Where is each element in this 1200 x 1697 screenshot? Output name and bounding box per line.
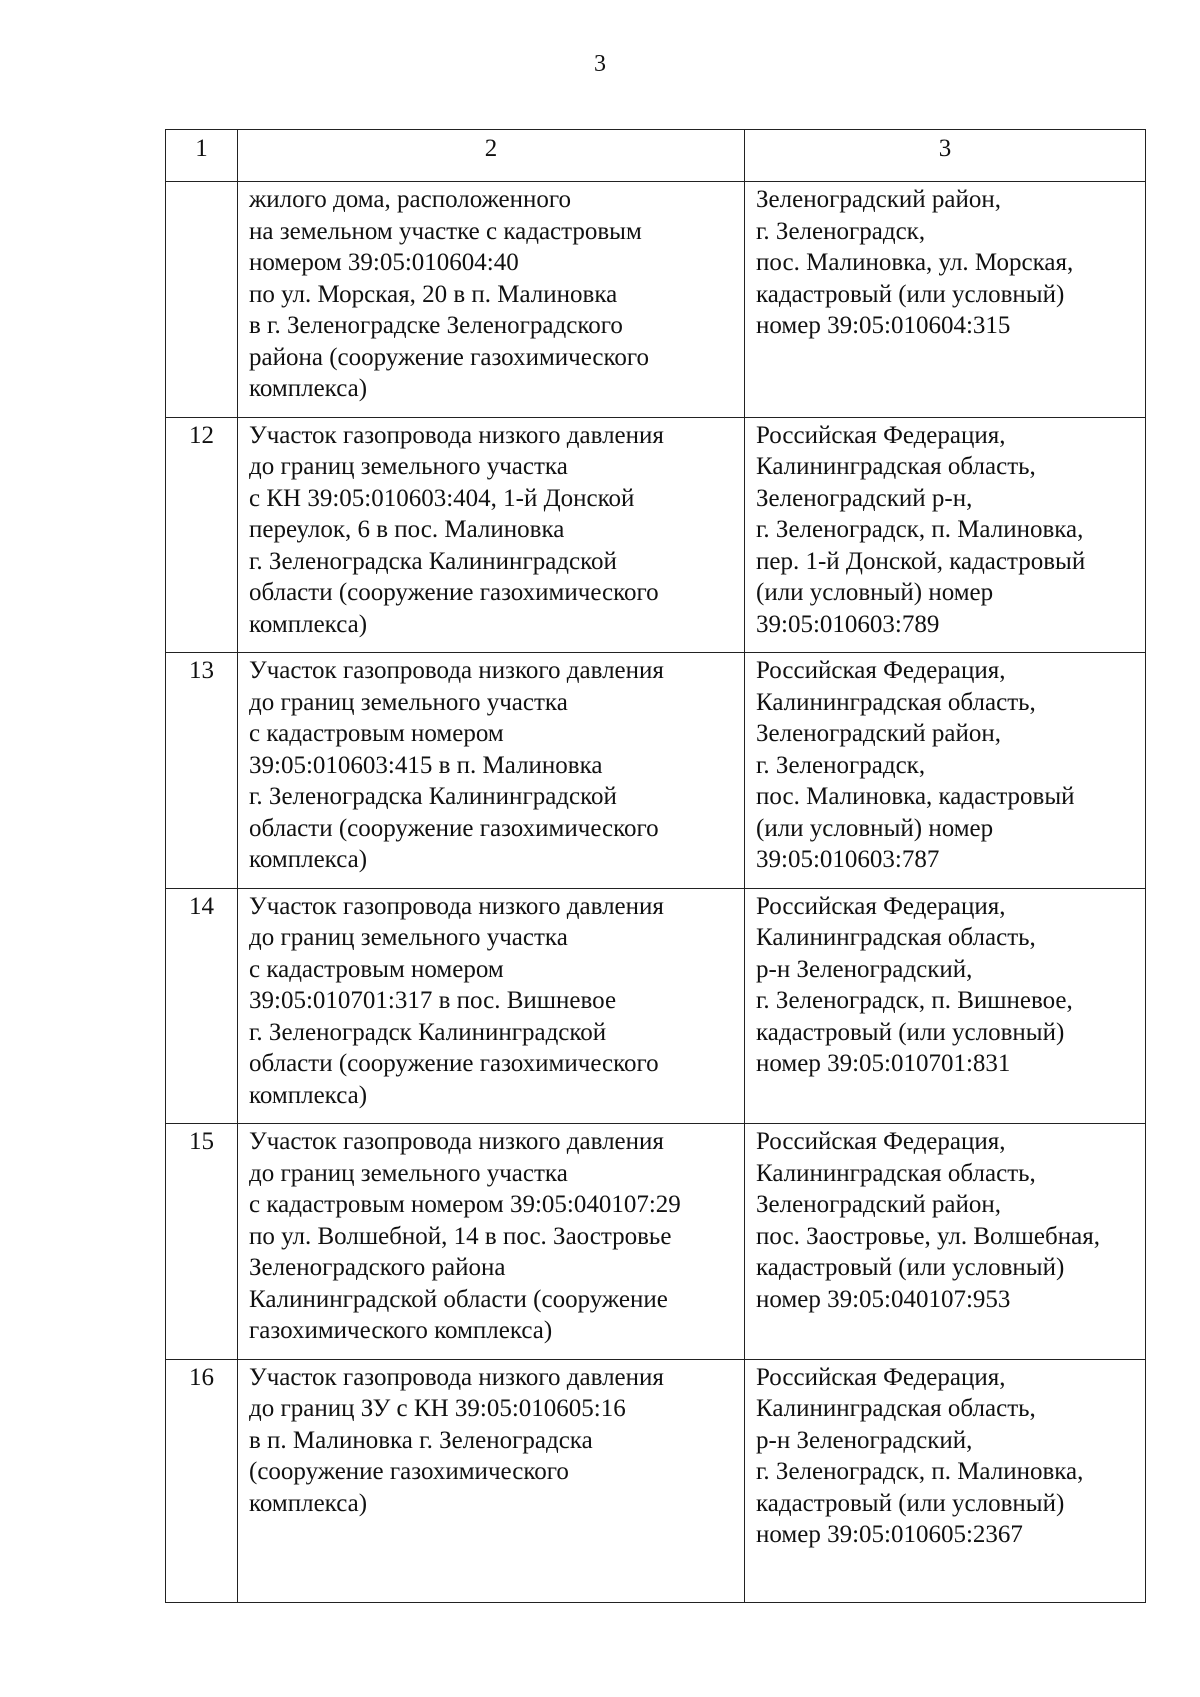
address-line: Калининградская область,	[756, 924, 1036, 951]
column-header-1: 1	[166, 130, 238, 182]
object-description-line: района (сооружение газохимического	[249, 343, 650, 371]
address-line: Зеленоградский район,	[756, 1191, 1001, 1218]
address-line: кадастровый (или условный)	[756, 280, 1065, 308]
row-number-cell	[166, 182, 238, 418]
address-cell	[745, 1124, 1146, 1360]
address-line: (или условный) номер	[756, 579, 994, 606]
object-description-cell	[238, 417, 745, 653]
object-description-line: по ул. Морская, 20 в п. Малиновка	[249, 280, 618, 308]
object-description-line: области (сооружение газохимического	[249, 579, 659, 606]
address-line: пер. 1-й Донской, кадастровый	[756, 547, 1086, 575]
header-row	[166, 130, 1146, 182]
object-description-line: г. Зеленоградска Калининградской	[249, 547, 617, 575]
address-line: номер 39:05:010701:831	[756, 1050, 1011, 1077]
object-description-line: Зеленоградского района	[249, 1254, 506, 1281]
object-description-cell	[238, 1124, 745, 1360]
table-header	[166, 130, 1146, 182]
address-line: номер 39:05:040107:953	[756, 1285, 1011, 1313]
address-line: г. Зеленоградск, п. Малиновка,	[756, 1458, 1084, 1485]
table-row	[166, 417, 1146, 653]
page-number: 3	[594, 51, 606, 77]
address-line: кадастровый (или условный)	[756, 1018, 1065, 1046]
object-description-line: с КН 39:05:010603:404, 1-й Донской	[249, 484, 635, 512]
address-line: номер 39:05:010605:2367	[756, 1521, 1023, 1548]
address-line: номер 39:05:010604:315	[756, 312, 1011, 339]
object-description-line: газохимического комплекса)	[249, 1317, 553, 1344]
row-number-cell: 16	[166, 1359, 238, 1602]
object-description-cell	[238, 1359, 745, 1602]
address-cell	[745, 653, 1146, 889]
object-description-line: Участок газопровода низкого давления	[249, 421, 664, 449]
address-line: Зеленоградский р-н,	[756, 484, 973, 512]
address-line: Российская Федерация,	[756, 657, 1006, 684]
address-line: кадастровый (или условный)	[756, 1254, 1065, 1281]
table-row	[166, 888, 1146, 1124]
object-description-line: с кадастровым номером	[249, 720, 504, 747]
object-description-line: с кадастровым номером 39:05:040107:29	[249, 1191, 681, 1218]
object-description-line: переулок, 6 в пос. Малиновка	[249, 516, 565, 543]
object-description-line: Калининградской области (сооружение	[249, 1285, 668, 1313]
address-cell	[745, 417, 1146, 653]
address-cell	[745, 1359, 1146, 1602]
table-body	[166, 182, 1146, 1603]
address-line: Калининградская область,	[756, 688, 1036, 716]
row-number-cell: 15	[166, 1124, 238, 1360]
table-row	[166, 1124, 1146, 1360]
object-description-line: Участок газопровода низкого давления	[249, 657, 664, 684]
object-description-line: номером 39:05:010604:40	[249, 249, 519, 276]
object-description-line: на земельном участке с кадастровым	[249, 217, 642, 245]
address-line: кадастровый (или условный)	[756, 1489, 1065, 1517]
object-description-line: до границ земельного участка	[249, 688, 568, 716]
address-line: г. Зеленоградск, п. Вишневое,	[756, 987, 1073, 1014]
address-line: г. Зеленоградск, п. Малиновка,	[756, 516, 1084, 543]
object-description-line: (сооружение газохимического	[249, 1458, 569, 1485]
address-line: пос. Заостровье, ул. Волшебная,	[756, 1222, 1100, 1250]
table-row	[166, 182, 1146, 418]
address-line: р-н Зеленоградский,	[756, 1426, 973, 1454]
object-description-line: г. Зеленоградск Калининградской	[249, 1018, 607, 1046]
object-description-line: области (сооружение газохимического	[249, 814, 659, 842]
address-line: Калининградская область,	[756, 1159, 1036, 1187]
object-description-line: 39:05:010701:317 в пос. Вишневое	[249, 987, 617, 1014]
address-line: пос. Малиновка, кадастровый	[756, 783, 1075, 810]
row-number-cell: 14	[166, 888, 238, 1124]
object-description-line: комплекса)	[249, 846, 368, 873]
object-description-line: комплекса)	[249, 375, 368, 402]
column-header-2: 2	[238, 130, 745, 182]
object-description-line: области (сооружение газохимического	[249, 1050, 659, 1077]
row-number-cell: 13	[166, 653, 238, 889]
address-line: 39:05:010603:789	[756, 610, 940, 638]
object-description-cell	[238, 653, 745, 889]
table-row	[166, 653, 1146, 889]
registry-table	[165, 129, 1146, 1603]
address-line: Российская Федерация,	[756, 892, 1006, 920]
object-description-line: комплекса)	[249, 1081, 368, 1109]
address-line: (или условный) номер	[756, 814, 994, 842]
address-line: Калининградская область,	[756, 453, 1036, 480]
address-line: г. Зеленоградск,	[756, 217, 926, 245]
address-cell	[745, 182, 1146, 418]
address-line: р-н Зеленоградский,	[756, 955, 973, 983]
object-description-line: в п. Малиновка г. Зеленоградска	[249, 1426, 593, 1454]
object-description-line: г. Зеленоградска Калининградской	[249, 783, 617, 810]
object-description-line: до границ земельного участка	[249, 924, 568, 951]
address-line: 39:05:010603:787	[756, 846, 940, 873]
address-line: Зеленоградский район,	[756, 186, 1001, 213]
object-description-line: в г. Зеленоградске Зеленоградского	[249, 312, 623, 339]
address-cell	[745, 888, 1146, 1124]
object-description-line: до границ земельного участка	[249, 1159, 568, 1187]
object-description-line: жилого дома, расположенного	[249, 186, 572, 213]
address-line: Зеленоградский район,	[756, 720, 1001, 747]
address-line: Калининградская область,	[756, 1395, 1036, 1422]
address-line: Российская Федерация,	[756, 421, 1006, 449]
address-line: Российская Федерация,	[756, 1128, 1006, 1155]
object-description-line: комплекса)	[249, 610, 368, 638]
object-description-cell	[238, 182, 745, 418]
object-description-line: до границ земельного участка	[249, 453, 568, 480]
object-description-line: Участок газопровода низкого давления	[249, 1128, 664, 1155]
object-description-line: комплекса)	[249, 1489, 368, 1517]
table-row	[166, 1359, 1146, 1602]
object-description-line: Участок газопровода низкого давления	[249, 892, 664, 920]
object-description-line: до границ ЗУ с КН 39:05:010605:16	[249, 1395, 626, 1422]
row-number-cell: 12	[166, 417, 238, 653]
object-description-cell	[238, 888, 745, 1124]
address-line: пос. Малиновка, ул. Морская,	[756, 249, 1074, 276]
address-line: Российская Федерация,	[756, 1363, 1006, 1391]
object-description-line: Участок газопровода низкого давления	[249, 1363, 664, 1391]
object-description-line: по ул. Волшебной, 14 в пос. Заостровье	[249, 1222, 672, 1250]
column-header-3: 3	[745, 130, 1146, 182]
object-description-line: с кадастровым номером	[249, 955, 504, 983]
address-line: г. Зеленоградск,	[756, 751, 926, 779]
object-description-line: 39:05:010603:415 в п. Малиновка	[249, 751, 603, 779]
